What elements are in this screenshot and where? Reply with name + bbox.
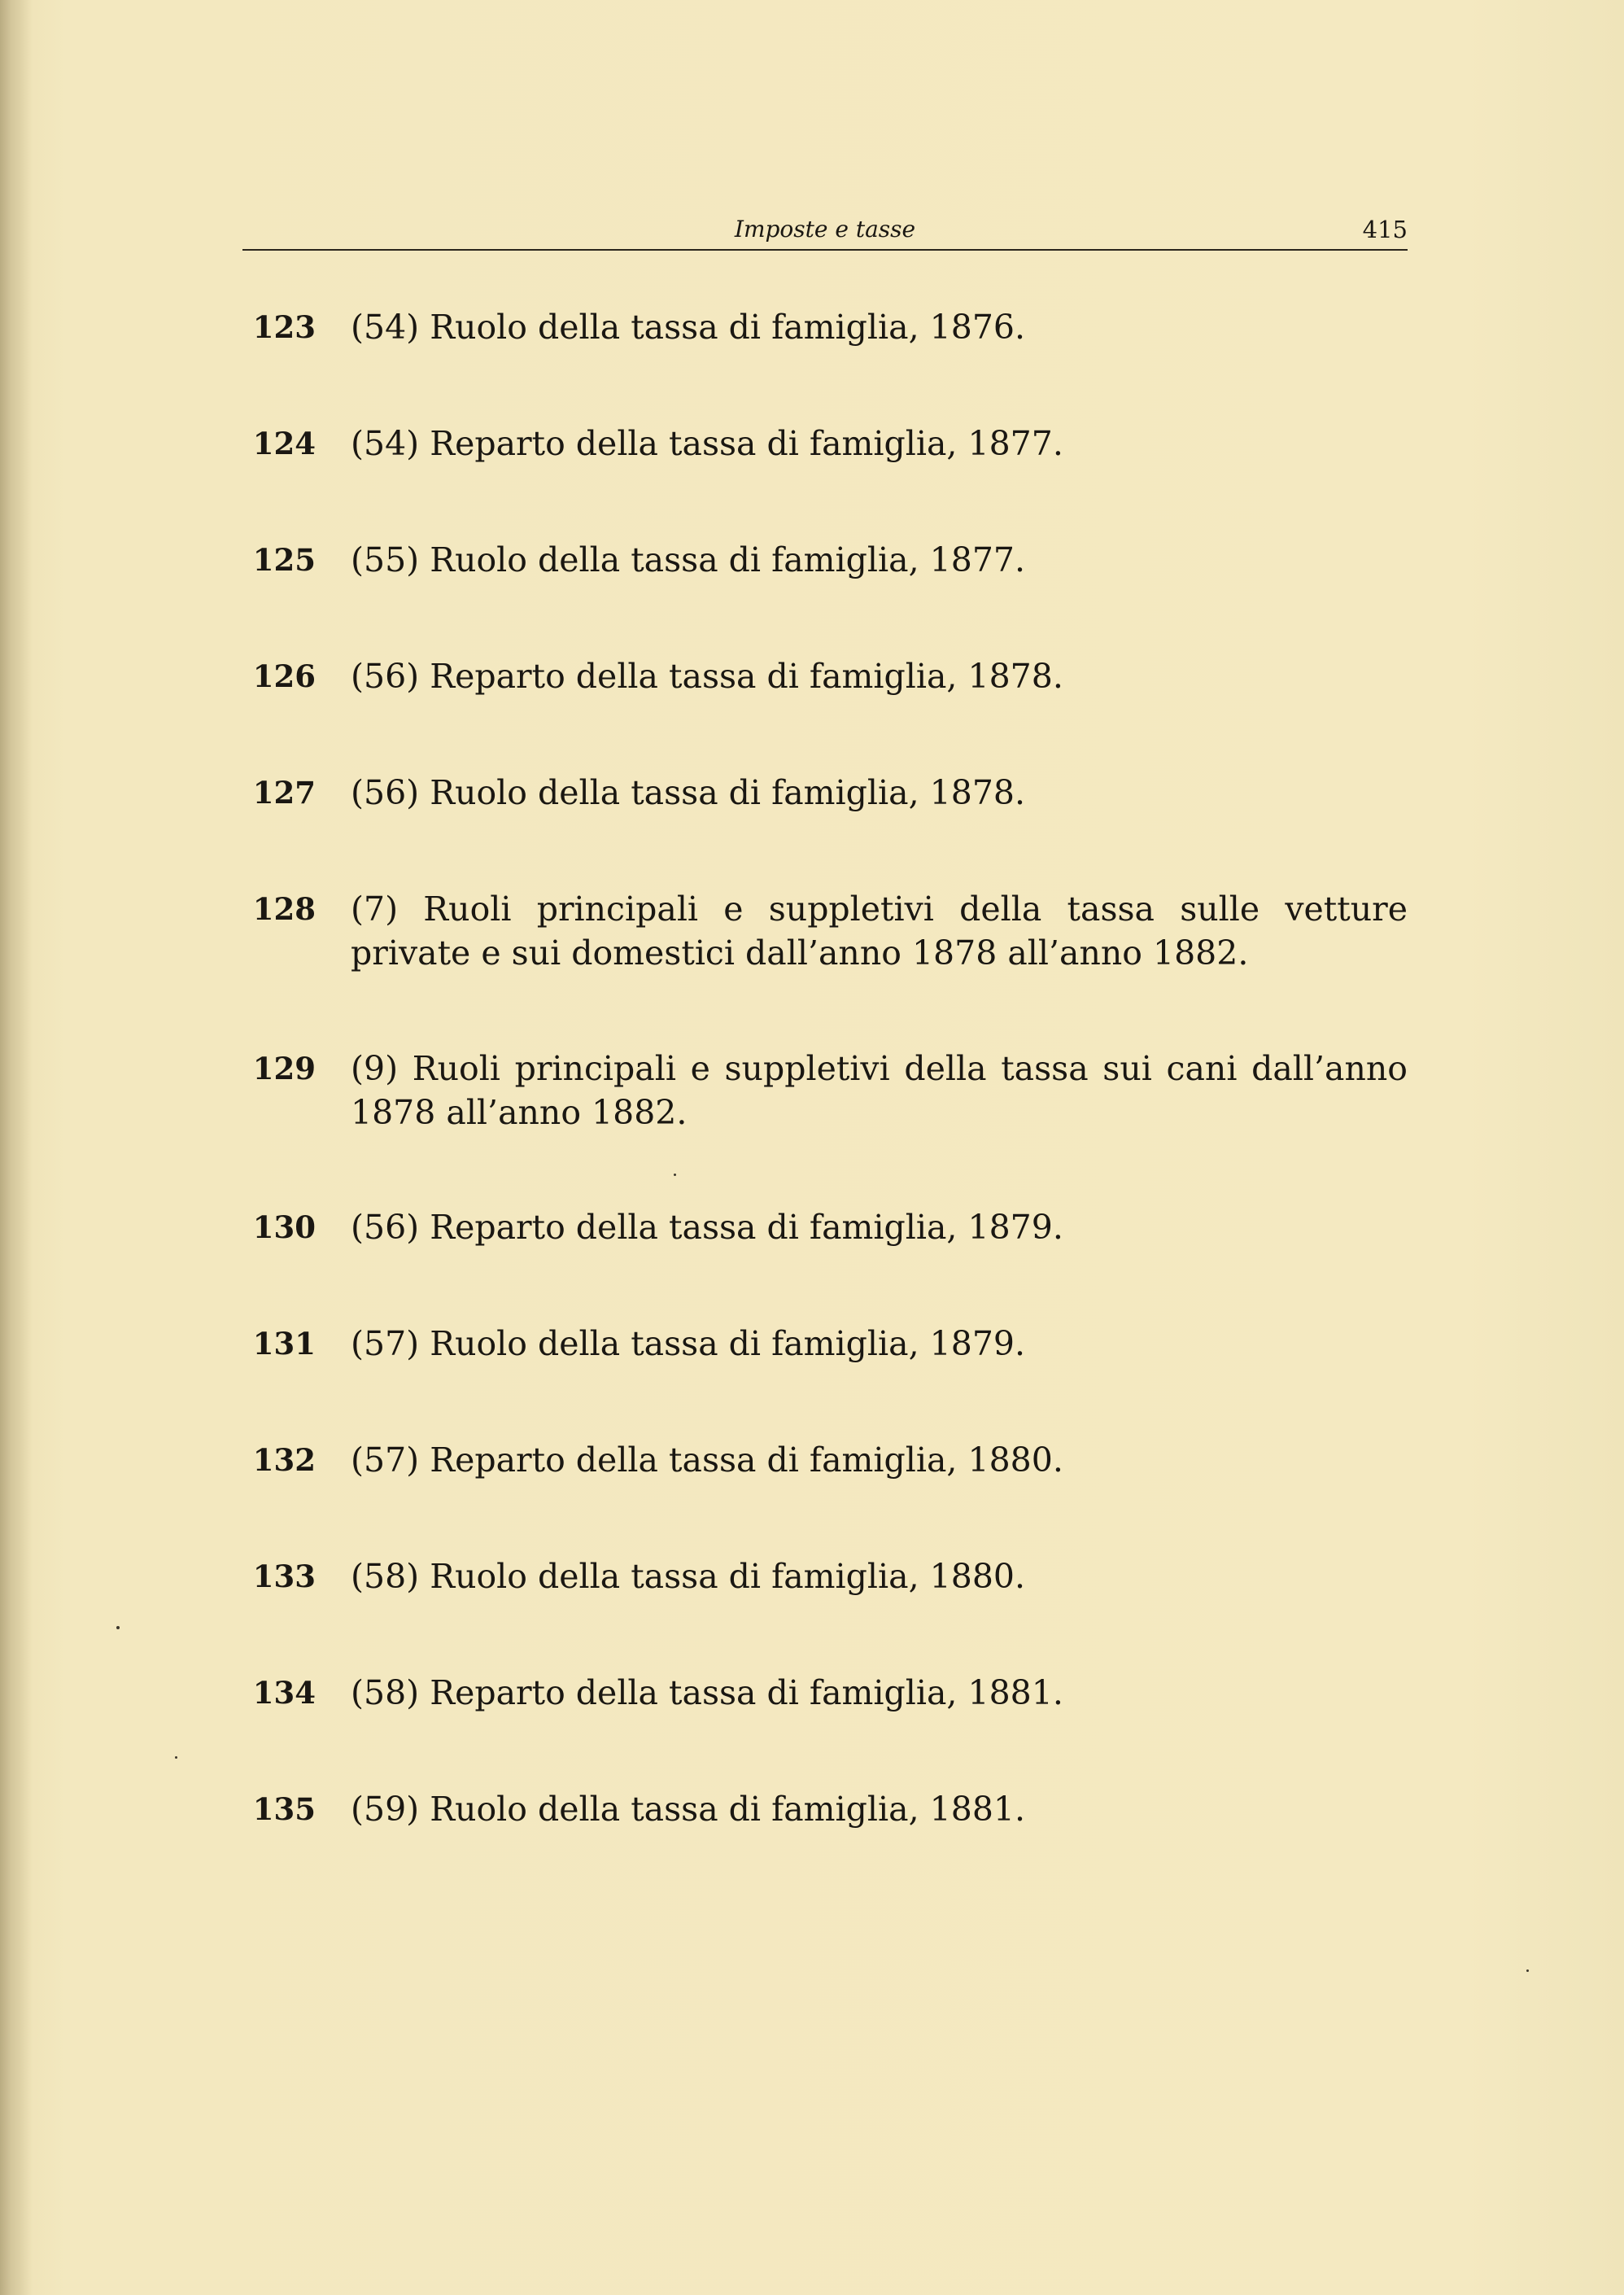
entry-description: (57) Ruolo della tassa di famiglia, 1879. (351, 1324, 1026, 1363)
entry-description: (57) Reparto della tassa di famiglia, 1880. (351, 1440, 1063, 1480)
entry-description: (58) Ruolo della tassa di famiglia, 1880. (351, 1557, 1026, 1596)
running-title: Imposte e tasse (734, 216, 916, 243)
paper-speck (116, 1626, 120, 1629)
paper-speck (674, 1174, 676, 1176)
entry-number: 131 (252, 1326, 316, 1362)
entry-number: 129 (252, 1051, 316, 1086)
running-header (242, 213, 1408, 249)
entry-description: (54) Reparto della tassa di famiglia, 1877. (351, 424, 1063, 463)
entry-description: (9) Ruoli principali e suppletivi della tassa sui cani dall’anno 1878 all’anno 1882. (351, 1049, 1408, 1132)
entry-description: (59) Ruolo della tassa di famiglia, 1881. (351, 1790, 1026, 1829)
binding-shadow (0, 0, 33, 2295)
paper-speck (1526, 1969, 1529, 1972)
entry-number: 128 (252, 891, 316, 927)
entry-description: (58) Reparto della tassa di famiglia, 1881. (351, 1673, 1063, 1712)
entry-number: 123 (252, 309, 316, 345)
entry-number: 125 (252, 542, 316, 578)
entry-number: 124 (252, 426, 316, 461)
entry-number: 130 (252, 1209, 316, 1245)
entry-number: 133 (252, 1558, 316, 1594)
entry-number: 135 (252, 1791, 316, 1827)
header-rule (242, 249, 1408, 251)
entry-description: (7) Ruoli principali e suppletivi della tassa sulle vetture private e sui domestici dall’anno 1878 all’anno 1882. (351, 890, 1408, 973)
entry-description: (54) Ruolo della tassa di famiglia, 1876. (351, 308, 1026, 347)
entry-description: (56) Reparto della tassa di famiglia, 1879. (351, 1208, 1063, 1247)
entry-description: (56) Ruolo della tassa di famiglia, 1878. (351, 773, 1026, 812)
entry-number: 127 (252, 775, 316, 811)
page-number: 415 (1362, 216, 1408, 243)
paper-speck (175, 1756, 177, 1759)
entry-number: 132 (252, 1442, 316, 1478)
entry-description: (56) Reparto della tassa di famiglia, 1878. (351, 657, 1063, 696)
entry-number: 126 (252, 658, 316, 694)
entry-description: (55) Ruolo della tassa di famiglia, 1877. (351, 540, 1026, 579)
entry-number: 134 (252, 1675, 316, 1711)
